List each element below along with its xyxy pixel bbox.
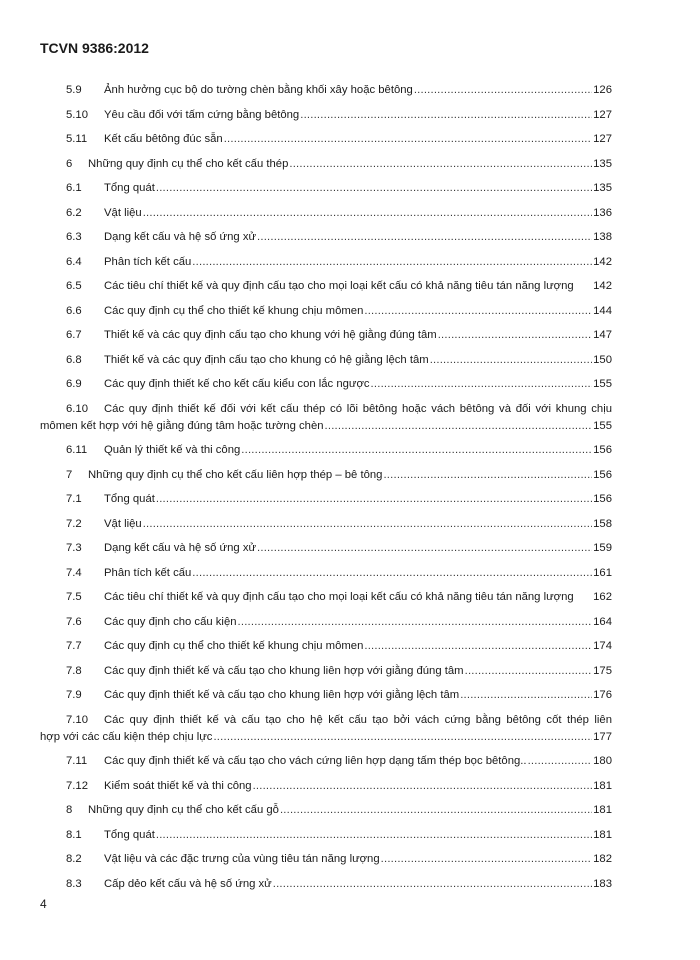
- toc-entry-title: Các quy định cụ thể cho thiết kế khung chịu mômen: [104, 640, 364, 652]
- dot-leader: [192, 561, 592, 586]
- toc-entry[interactable]: [66, 176, 612, 201]
- toc-entry[interactable]: [66, 561, 612, 586]
- toc-entry-number: 7.12: [66, 779, 88, 792]
- toc-entry-page: 135: [593, 157, 612, 170]
- toc-entry-page: 182: [593, 853, 612, 865]
- toc-entry-multiline[interactable]: [40, 708, 612, 750]
- toc-entry-number: 6.9: [66, 378, 82, 390]
- toc-entry-page: 162: [593, 591, 612, 603]
- toc-entry-title: Các tiêu chí thiết kế và quy định cấu tạo cho mọi loại kết cấu có khả năng tiêu tán năng lượng: [104, 591, 574, 603]
- dot-leader: [273, 872, 592, 897]
- toc-entry[interactable]: [66, 536, 612, 561]
- dot-leader: [280, 798, 592, 823]
- toc-entry-number: 7.4: [66, 566, 82, 579]
- toc-entry-page: 144: [593, 304, 612, 317]
- toc-entry-number: 6: [66, 157, 73, 170]
- toc-entry-title: Thiết kế và các quy định cấu tạo cho khung có hệ giằng lệch tâm: [104, 353, 429, 366]
- toc-entry-number: 6.10: [66, 402, 88, 415]
- dot-leader: [156, 176, 592, 201]
- toc-entry-page: 127: [593, 108, 612, 121]
- toc-entry[interactable]: [66, 127, 612, 152]
- toc-entry[interactable]: [66, 299, 612, 324]
- toc-entry-page: 156: [593, 444, 612, 456]
- toc-entry-title: Kết cấu bêtông đúc sẵn: [104, 133, 223, 145]
- toc-entry[interactable]: [66, 823, 612, 848]
- toc-entry-page: 155: [593, 419, 612, 432]
- dot-leader: [156, 487, 592, 512]
- toc-entry-title: Dạng kết cấu và hệ số ứng xử: [104, 542, 257, 554]
- toc-entry-multiline[interactable]: [40, 397, 612, 439]
- dot-leader: [156, 823, 592, 848]
- toc-entry[interactable]: [66, 683, 612, 708]
- toc-entry-title-line1: Các quy định thiết kế đối với kết cấu thép có lõi bêtông hoặc vách bêtông và đối với khung chịu: [104, 402, 612, 415]
- toc-entry-number: 8.2: [66, 853, 82, 865]
- toc-entry-number: 6.4: [66, 255, 82, 268]
- dot-leader: [143, 201, 592, 226]
- toc-entry-number: 6.5: [66, 280, 82, 292]
- toc-entry-title: Thiết kế và các quy định cấu tạo cho khung với hệ giằng đúng tâm: [104, 329, 437, 341]
- dot-leader: [238, 610, 593, 635]
- toc-entry-page: 142: [593, 280, 612, 292]
- toc-entry-number: 6.1: [66, 182, 82, 194]
- toc-entry-page: 126: [593, 84, 612, 96]
- toc-entry-number: 7.10: [66, 713, 88, 726]
- toc-entry-title: Kiểm soát thiết kế và thi công: [104, 779, 252, 792]
- toc-entry[interactable]: [66, 274, 612, 299]
- dot-leader: [381, 847, 593, 872]
- toc-entry[interactable]: [66, 659, 612, 684]
- dot-leader: [253, 774, 593, 799]
- toc-entry-number: 6.2: [66, 206, 82, 219]
- toc-entry-page: 180: [593, 755, 612, 767]
- toc-entry-title: Các quy định thiết kế và cấu tạo cho khung liên hợp với giằng đúng tâm: [104, 664, 464, 677]
- toc-entry-number: 8.3: [66, 877, 82, 890]
- toc-entry-title: Yêu cầu đối với tấm cứng bằng bêtông: [104, 108, 300, 121]
- toc-entry[interactable]: [66, 348, 612, 373]
- toc-entry-number: 7.8: [66, 664, 82, 677]
- toc-entry-title: Những quy định cụ thể cho kết cấu liên hợp thép – bê tông: [88, 468, 383, 481]
- dot-leader: [224, 127, 592, 152]
- toc-entry-title: Cấp dẻo kết cấu và hệ số ứng xử: [104, 877, 272, 890]
- dot-leader: [289, 152, 592, 177]
- toc-chapter-entry[interactable]: [66, 152, 612, 177]
- dot-leader: [213, 729, 592, 746]
- toc-entry-page: 135: [593, 182, 612, 194]
- toc-entry-number: 8: [66, 804, 73, 816]
- toc-entry-title: Phân tích kết cấu: [104, 566, 192, 579]
- toc-entry-number: 7.1: [66, 493, 82, 505]
- toc-entry[interactable]: [66, 323, 612, 348]
- toc-entry-page: 156: [593, 468, 612, 481]
- toc-entry-number: 6.3: [66, 231, 82, 243]
- toc-entry-number: 7.11: [66, 755, 88, 767]
- dot-leader: [383, 463, 592, 488]
- toc-entry-page: 176: [593, 689, 612, 701]
- toc-entry[interactable]: [66, 487, 612, 512]
- toc-entry-page: 156: [593, 493, 612, 505]
- toc-entry-page: 142: [593, 255, 612, 268]
- toc-entry-title: Dạng kết cấu và hệ số ứng xử: [104, 231, 257, 243]
- toc-entry-number: 7: [66, 468, 73, 481]
- dot-leader: [371, 372, 593, 397]
- toc-entry-page: 177: [593, 730, 612, 743]
- toc-entry-title: Tổng quát: [104, 493, 155, 505]
- dot-leader: [192, 250, 592, 275]
- toc-entry-number: 6.11: [66, 444, 88, 456]
- toc-entry[interactable]: [66, 634, 612, 659]
- toc-entry[interactable]: [66, 372, 612, 397]
- toc-entry-title: Các quy định cho cấu kiện: [104, 615, 237, 628]
- toc-entry-number: 7.5: [66, 591, 82, 603]
- toc-entry-page: 158: [593, 517, 612, 530]
- toc-chapter-entry[interactable]: [66, 798, 612, 823]
- toc-entry-title: Phân tích kết cấu: [104, 255, 192, 268]
- toc-entry-page: 174: [593, 640, 612, 652]
- toc-entry-page: 181: [593, 804, 612, 816]
- toc-entry-page: 181: [593, 828, 612, 841]
- toc-entry[interactable]: [66, 103, 612, 128]
- dot-leader: [143, 512, 592, 537]
- toc-entry-title: Các quy định cụ thể cho thiết kế khung chịu mômen: [104, 304, 364, 317]
- dot-leader: [364, 299, 592, 324]
- dot-leader: [438, 323, 592, 348]
- dot-leader: [325, 418, 593, 435]
- toc-entry-title: Những quy định cụ thể cho kết cấu gỗ: [88, 804, 279, 816]
- toc-entry-number: 7.6: [66, 615, 82, 628]
- toc-entry-page: 147: [593, 329, 612, 341]
- toc-entry-number: 5.9: [66, 84, 82, 96]
- toc-entry-title: Tổng quát: [104, 828, 155, 841]
- dot-leader: [257, 225, 592, 250]
- dot-leader: [414, 78, 592, 103]
- toc-entry[interactable]: [66, 250, 612, 275]
- dot-leader: [528, 749, 593, 774]
- page-number: 4: [40, 897, 47, 911]
- toc-entry-page: 161: [593, 566, 612, 579]
- toc-entry-page: 159: [593, 542, 612, 554]
- toc-entry-title-line1: Các quy định thiết kế và cấu tạo cho hệ kết cấu tạo bởi vách cứng bằng bêtông cốt thép liên: [104, 713, 612, 726]
- toc-entry-page: 150: [593, 353, 612, 366]
- toc-entry[interactable]: [66, 610, 612, 635]
- dot-leader: [300, 103, 592, 128]
- toc-entry-title: Các quy định thiết kế và cấu tạo cho vách cứng liên hợp dạng tấm thép bọc bêtông..: [104, 755, 527, 767]
- toc-entry-title: Những quy định cụ thể cho kết cấu thép: [88, 157, 289, 170]
- dot-leader: [430, 348, 592, 373]
- toc-entry[interactable]: [66, 78, 612, 103]
- toc-entry-number: 6.8: [66, 353, 82, 366]
- toc-entry-page: 181: [593, 779, 612, 792]
- toc-entry-title: Các tiêu chí thiết kế và quy định cấu tạo cho mọi loại kết cấu có khả năng tiêu tán năng lượng: [104, 280, 574, 292]
- toc-entry-number: 7.9: [66, 689, 82, 701]
- toc-entry-page: 127: [593, 133, 612, 145]
- toc-entry[interactable]: [66, 847, 612, 872]
- dot-leader: [364, 634, 592, 659]
- toc-entry-title: Tổng quát: [104, 182, 155, 194]
- toc-entry-page: 175: [593, 664, 612, 677]
- toc-entry-page: 138: [593, 231, 612, 243]
- toc-entry[interactable]: [66, 225, 612, 250]
- toc-entry-title: Vật liệu: [104, 517, 142, 530]
- toc-entry[interactable]: [66, 438, 612, 463]
- toc-chapter-entry[interactable]: [66, 463, 612, 488]
- toc-entry-number: 6.7: [66, 329, 82, 341]
- toc-entry-page: 136: [593, 206, 612, 219]
- toc-entry[interactable]: [66, 201, 612, 226]
- table-of-contents: [40, 78, 612, 896]
- toc-entry-page: 155: [593, 378, 612, 390]
- toc-entry-number: 7.7: [66, 640, 82, 652]
- toc-entry-title: Quản lý thiết kế và thi công: [104, 444, 241, 456]
- toc-entry-page: 164: [593, 615, 612, 628]
- toc-entry[interactable]: [66, 774, 612, 799]
- toc-entry-title: Các quy định thiết kế cho kết cấu kiểu con lắc ngược: [104, 378, 370, 390]
- toc-entry-number: 6.6: [66, 304, 82, 317]
- toc-entry-page: 183: [593, 877, 612, 890]
- toc-entry-title: Ảnh hưởng cục bộ do tường chèn bằng khối xây hoặc bêtông: [104, 84, 413, 96]
- dot-leader: [241, 438, 592, 463]
- dot-leader: [465, 659, 593, 684]
- toc-entry-number: 7.3: [66, 542, 82, 554]
- toc-entry[interactable]: [66, 585, 612, 610]
- toc-entry-title: Các quy định thiết kế và cấu tạo cho khung liên hợp với giằng lệch tâm: [104, 689, 460, 701]
- toc-entry-number: 8.1: [66, 828, 82, 841]
- toc-entry[interactable]: [66, 512, 612, 537]
- toc-entry[interactable]: [66, 749, 612, 774]
- toc-entry-number: 5.10: [66, 108, 88, 121]
- toc-entry-number: 7.2: [66, 517, 82, 530]
- toc-entry-title: Vật liệu: [104, 206, 142, 219]
- dot-leader: [460, 683, 592, 708]
- toc-entry[interactable]: [66, 872, 612, 897]
- toc-entry-title-line2: hợp với các cấu kiện thép chịu lực: [40, 730, 213, 743]
- toc-entry-number: 5.11: [66, 133, 88, 145]
- dot-leader: [257, 536, 592, 561]
- document-header-title: TCVN 9386:2012: [40, 40, 149, 56]
- toc-entry-title: Vật liệu và các đặc trưng của vùng tiêu tán năng lượng: [104, 853, 380, 865]
- toc-entry-title-line2: mômen kết hợp với hệ giằng đúng tâm hoặc tường chèn: [40, 419, 324, 432]
